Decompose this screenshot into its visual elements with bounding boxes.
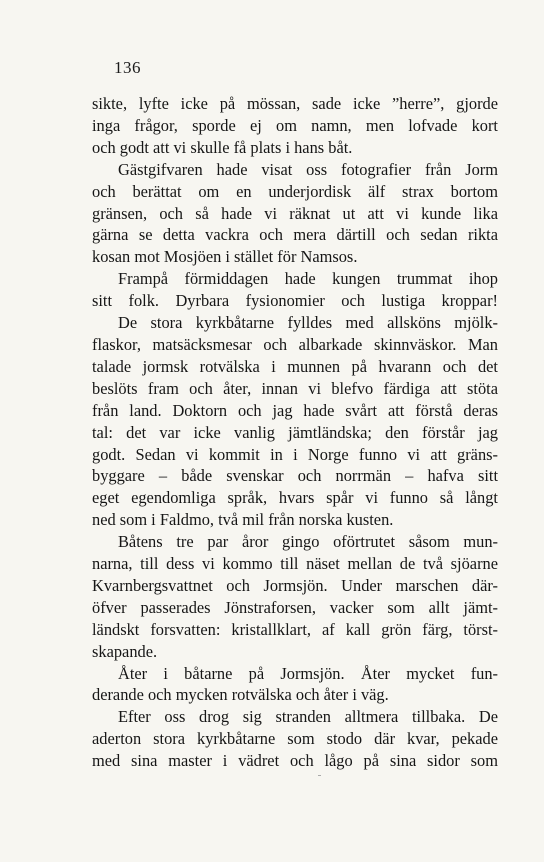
text-line: derande och mycken rotvälska och åter i väg. <box>92 685 389 705</box>
text-line: beslöts fram och åter, innan vi blefvo färdiga att stöta <box>92 378 498 398</box>
text-line: flaskor, matsäcksmesar och albarkade skinnväskor. Man <box>92 334 498 354</box>
text-line: och berättat om en underjordisk älf strax bortom <box>92 181 498 201</box>
text-line: sitt folk. Dyrbara fysionomier och lustiga kroppar! <box>92 291 498 311</box>
text-line: aderton stora kyrkbåtarne som stodo där kvar, pekade <box>92 729 498 749</box>
text-line: ländskt forsvatten: kristallklart, af kall grön färg, törst- <box>92 619 498 639</box>
text-line: eget egendomliga språk, hvars spår vi funno så långt <box>92 488 498 508</box>
text-line: med sina master i vädret och lågo på sina sidor som <box>92 751 498 771</box>
text-line: Efter oss drog sig stranden alltmera tillbaka. De <box>118 707 498 727</box>
text-line: talade jormsk rotvälska i munnen på hvarann och det <box>92 356 498 376</box>
text-line: Åter i båtarne på Jormsjön. Åter mycket fun- <box>118 663 498 683</box>
text-line: skapande. <box>92 641 158 661</box>
text-line: ned som i Faldmo, två mil från norska kusten. <box>92 510 394 530</box>
text-line: och godt att vi skulle få plats i hans båt. <box>92 137 353 157</box>
text-line: inga frågor, sporde ej om namn, men lofvade kort <box>92 115 498 135</box>
text-line: gränsen, och så hade vi räknat ut att vi kunde lika <box>92 203 498 223</box>
paper-speck <box>318 775 321 776</box>
page-number: 136 <box>114 58 141 77</box>
text-line: Frampå förmiddagen hade kungen trummat ihop <box>118 269 498 289</box>
text-line: sikte, lyfte icke på mössan, sade icke ”herre”, gjorde <box>92 94 498 113</box>
text-line: tal: det var icke vanlig jämtländska; den förstår jag <box>92 422 498 442</box>
body-text <box>92 93 498 772</box>
text-line: De stora kyrkbåtarne fylldes med allsköns mjölk- <box>118 313 498 333</box>
text-line: Båtens tre par åror gingo oförtrutet såsom mun- <box>118 532 498 552</box>
text-line: gärna se detta vackra och mera därtill och sedan rikta <box>92 225 498 245</box>
text-line: godt. Sedan vi kommit in i Norge funno vi att gräns- <box>92 444 498 464</box>
text-line: narna, till dess vi kommo till näset mellan de två sjöarne <box>92 554 498 574</box>
text-line: från land. Doktorn och jag hade svårt att förstå deras <box>92 400 498 420</box>
text-line: öfver passerades Jönstraforsen, vacker som allt jämt- <box>92 597 498 617</box>
text-line: byggare – både svenskar och norrmän – hafva sitt <box>92 466 498 486</box>
text-line: Gästgifvaren hade visat oss fotografier från Jorm <box>118 159 498 179</box>
text-line: kosan mot Mosjöen i stället för Namsos. <box>92 247 358 267</box>
text-line: Kvarnbergsvattnet och Jormsjön. Under marschen där- <box>92 575 498 595</box>
